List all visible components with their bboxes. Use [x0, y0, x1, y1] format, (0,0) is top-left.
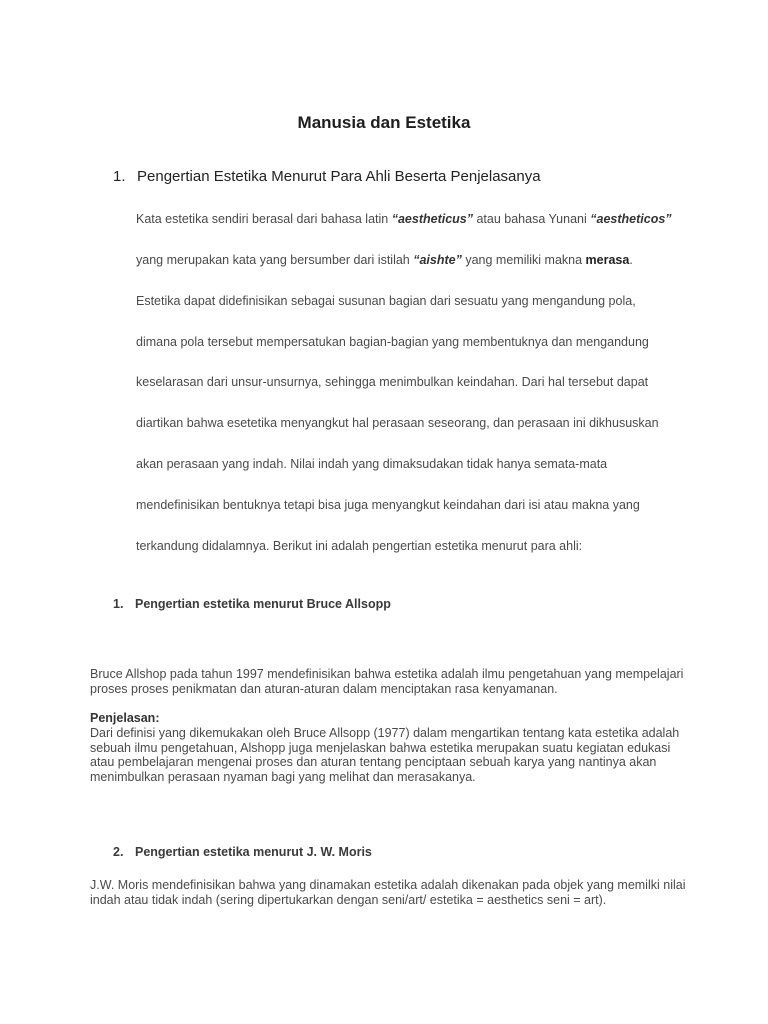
- page-title: Manusia dan Estetika: [297, 113, 471, 132]
- bruce-definition: Bruce Allshop pada tahun 1997 mendefinisikan bahwa estetika adalah ilmu pengetahuan yang mempelajari proses proses penikmatan dan aturan-aturan dalam menciptakan rasa kenyamanan.: [90, 667, 684, 696]
- intro-text: Kata estetika sendiri berasal dari bahasa latin: [136, 212, 392, 226]
- intro-line-4: dimana pola tersebut mempersatukan bagian-bagian yang membentuknya dan mengandung: [136, 335, 649, 349]
- intro-text: yang merupakan kata yang bersumber dari istilah: [136, 253, 414, 267]
- subheading-number: 1.: [113, 597, 124, 611]
- intro-line-8: mendefinisikan bentuknya tetapi bisa juga menyangkut keindahan dari isi atau makna yang: [136, 498, 640, 512]
- section-heading: [113, 168, 541, 185]
- term-aestheticus: “aestheticus”: [391, 212, 473, 226]
- intro-line-1: [136, 212, 672, 226]
- intro-text: .: [629, 253, 633, 267]
- explanation-text: Dari definisi yang dikemukakan oleh Bruce Allsopp (1977) dalam mengartikan tentang kata estetika adalah sebuah ilmu pengetahuan, Alshopp juga menjelaskan bahwa estetika merupakan suatu kegiatan edukasi atau pembelajaran mengenai proses dan aturan tentang penciptaan sebuah karya yang nantinya akan menimbulkan perasaan nyaman bagi yang melihat dan merasakanya.: [90, 725, 680, 785]
- subheading-number: 2.: [113, 845, 124, 859]
- intro-text: atau bahasa Yunani: [473, 212, 591, 226]
- intro-line-2: [136, 253, 633, 267]
- explanation-label: Penjelasan:: [90, 711, 160, 725]
- intro-text: yang memiliki makna: [461, 253, 586, 267]
- subheading-bruce-allsopp: [113, 597, 391, 611]
- subheading-text: Pengertian estetika menurut Bruce Allsopp: [135, 597, 391, 611]
- term-aestheticos: “aestheticos”: [590, 212, 672, 226]
- section-heading-text: Pengertian Estetika Menurut Para Ahli Beserta Penjelasanya: [137, 168, 541, 185]
- term-aishte: “aishte”: [413, 253, 462, 267]
- intro-line-7: akan perasaan yang indah. Nilai indah yang dimaksudakan tidak hanya semata-mata: [136, 457, 608, 471]
- intro-line-9: terkandung didalamnya. Berikut ini adalah pengertian estetika menurut para ahli:: [136, 539, 583, 553]
- bruce-explanation: [90, 711, 690, 785]
- term-merasa: merasa: [585, 253, 630, 267]
- section-number: 1.: [113, 168, 126, 185]
- moris-definition: J.W. Moris mendefinisikan bahwa yang dinamakan estetika adalah dikenakan pada objek yang memilki nilai indah atau tidak indah (sering dipertukarkan dengan seni/art/ estetika = aesthetics seni = art).: [90, 878, 686, 907]
- intro-line-6: diartikan bahwa esetetika menyangkut hal perasaan seseorang, dan perasaan ini dikhususkan: [136, 416, 659, 430]
- intro-line-5: keselarasan dari unsur-unsurnya, sehingga menimbulkan keindahan. Dari hal tersebut dapat: [136, 375, 649, 389]
- subheading-text: Pengertian estetika menurut J. W. Moris: [135, 845, 372, 859]
- subheading-jw-moris: [113, 845, 372, 859]
- intro-line-3: Estetika dapat didefinisikan sebagai susunan bagian dari sesuatu yang mengandung pola,: [136, 294, 636, 308]
